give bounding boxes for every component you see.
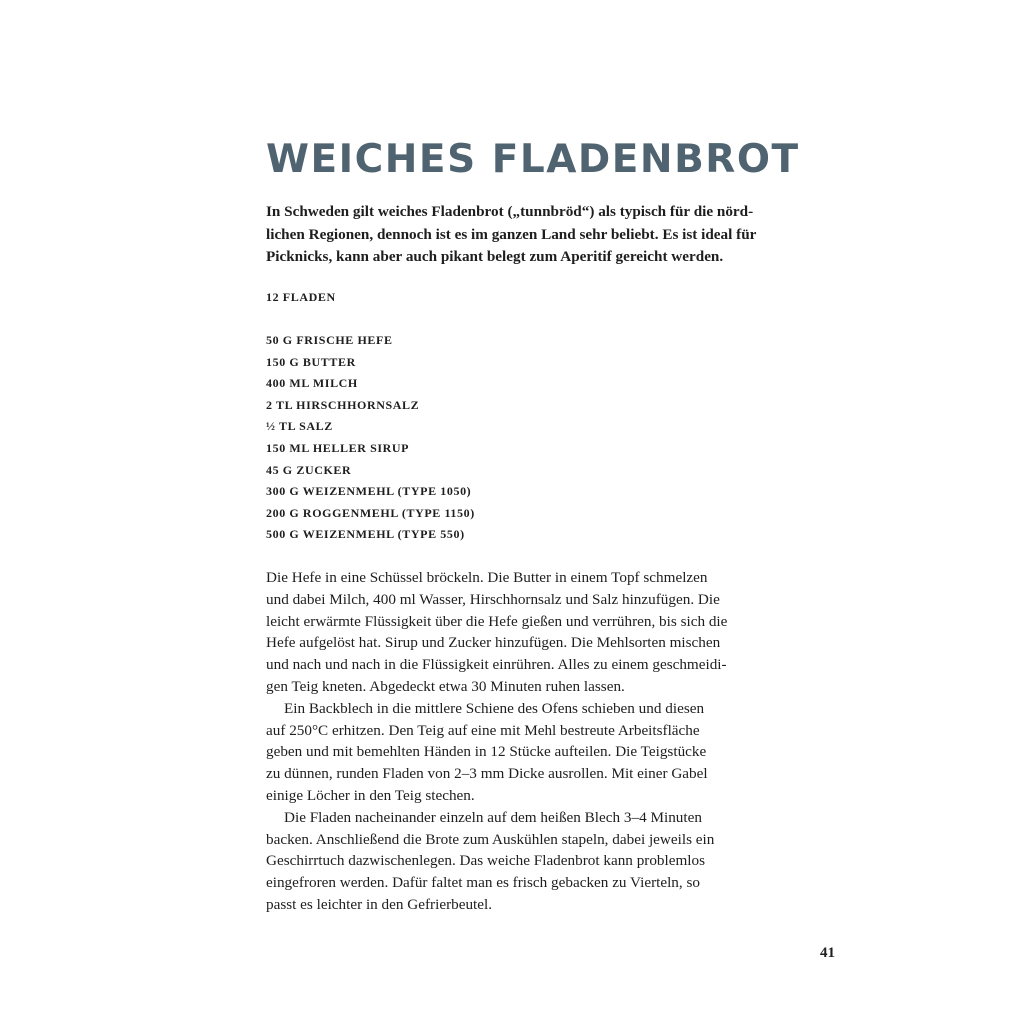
ingredient-item: 150 ML HELLER SIRUP bbox=[266, 440, 410, 455]
ingredient-item: 45 G ZUCKER bbox=[266, 462, 352, 477]
intro-line: In Schweden gilt weiches Fladenbrot („tunnbröd“) als typisch für die nörd- bbox=[266, 203, 754, 220]
method-line: Ein Backblech in die mittlere Schiene des Ofens schieben und diesen bbox=[284, 699, 705, 717]
method-line: Hefe aufgelöst hat. Sirup und Zucker hinzufügen. Die Mehlsorten mischen bbox=[266, 634, 721, 652]
method-line: geben und mit bemehlten Händen in 12 Stücke aufteilen. Die Teigstücke bbox=[266, 743, 707, 761]
method-line: und nach und nach in die Flüssigkeit einrühren. Alles zu einem geschmeidi- bbox=[266, 656, 727, 674]
method-line: gen Teig kneten. Abgedeckt etwa 30 Minuten ruhen lassen. bbox=[266, 677, 625, 695]
method-line: Die Fladen nacheinander einzeln auf dem heißen Blech 3–4 Minuten bbox=[284, 808, 702, 826]
method-line: auf 250°C erhitzen. Den Teig auf eine mit Mehl bestreute Arbeitsfläche bbox=[266, 721, 700, 739]
method-line: einige Löcher in den Teig stechen. bbox=[266, 786, 475, 804]
page-number: 41 bbox=[820, 945, 835, 961]
ingredient-item: 50 G FRISCHE HEFE bbox=[266, 333, 393, 347]
method-line: eingefroren werden. Dafür faltet man es frisch gebacken zu Vierteln, so bbox=[266, 874, 700, 892]
recipe-yield: 12 FLADEN bbox=[266, 290, 336, 304]
method-line: und dabei Milch, 400 ml Wasser, Hirschhornsalz und Salz hinzufügen. Die bbox=[266, 590, 720, 608]
recipe-intro bbox=[266, 201, 786, 269]
ingredient-list bbox=[266, 330, 475, 546]
ingredient-item: 400 ML MILCH bbox=[266, 376, 358, 391]
method-line: backen. Anschließend die Brote zum Auskühlen stapeln, dabei jeweils ein bbox=[266, 830, 715, 848]
method-paragraph bbox=[266, 698, 786, 807]
method-paragraph bbox=[266, 567, 786, 698]
method-line: Die Hefe in eine Schüssel bröckeln. Die Butter in einem Topf schmelzen bbox=[266, 569, 708, 586]
ingredient-item: 300 G WEIZENMEHL (TYPE 1050) bbox=[266, 484, 472, 499]
ingredient-item: 200 G ROGGENMEHL (TYPE 1150) bbox=[266, 505, 475, 520]
method-paragraph bbox=[266, 807, 786, 916]
intro-line: lichen Regionen, dennoch ist es im ganzen Land sehr beliebt. Es ist ideal für bbox=[266, 225, 757, 243]
method-line: Geschirrtuch dazwischenlegen. Das weiche Fladenbrot kann problemlos bbox=[266, 852, 706, 870]
method-line: zu dünnen, runden Fladen von 2–3 mm Dicke ausrollen. Mit einer Gabel bbox=[266, 765, 708, 783]
ingredient-item: 150 G BUTTER bbox=[266, 354, 356, 369]
recipe-method bbox=[266, 567, 786, 916]
ingredient-item: 2 TL HIRSCHHORNSALZ bbox=[266, 397, 420, 412]
intro-line: Picknicks, kann aber auch pikant belegt zum Aperitif gereicht werden. bbox=[266, 248, 724, 265]
recipe-title: WEICHES FLADENBROT bbox=[266, 137, 800, 182]
ingredient-item: ½ TL SALZ bbox=[266, 419, 333, 434]
method-line: leicht erwärmte Flüssigkeit über die Hefe gießen und verrühren, bis sich die bbox=[266, 612, 728, 630]
ingredient-item: 500 G WEIZENMEHL (TYPE 550) bbox=[266, 527, 465, 542]
method-line: passt es leichter in den Gefrierbeutel. bbox=[266, 895, 493, 913]
